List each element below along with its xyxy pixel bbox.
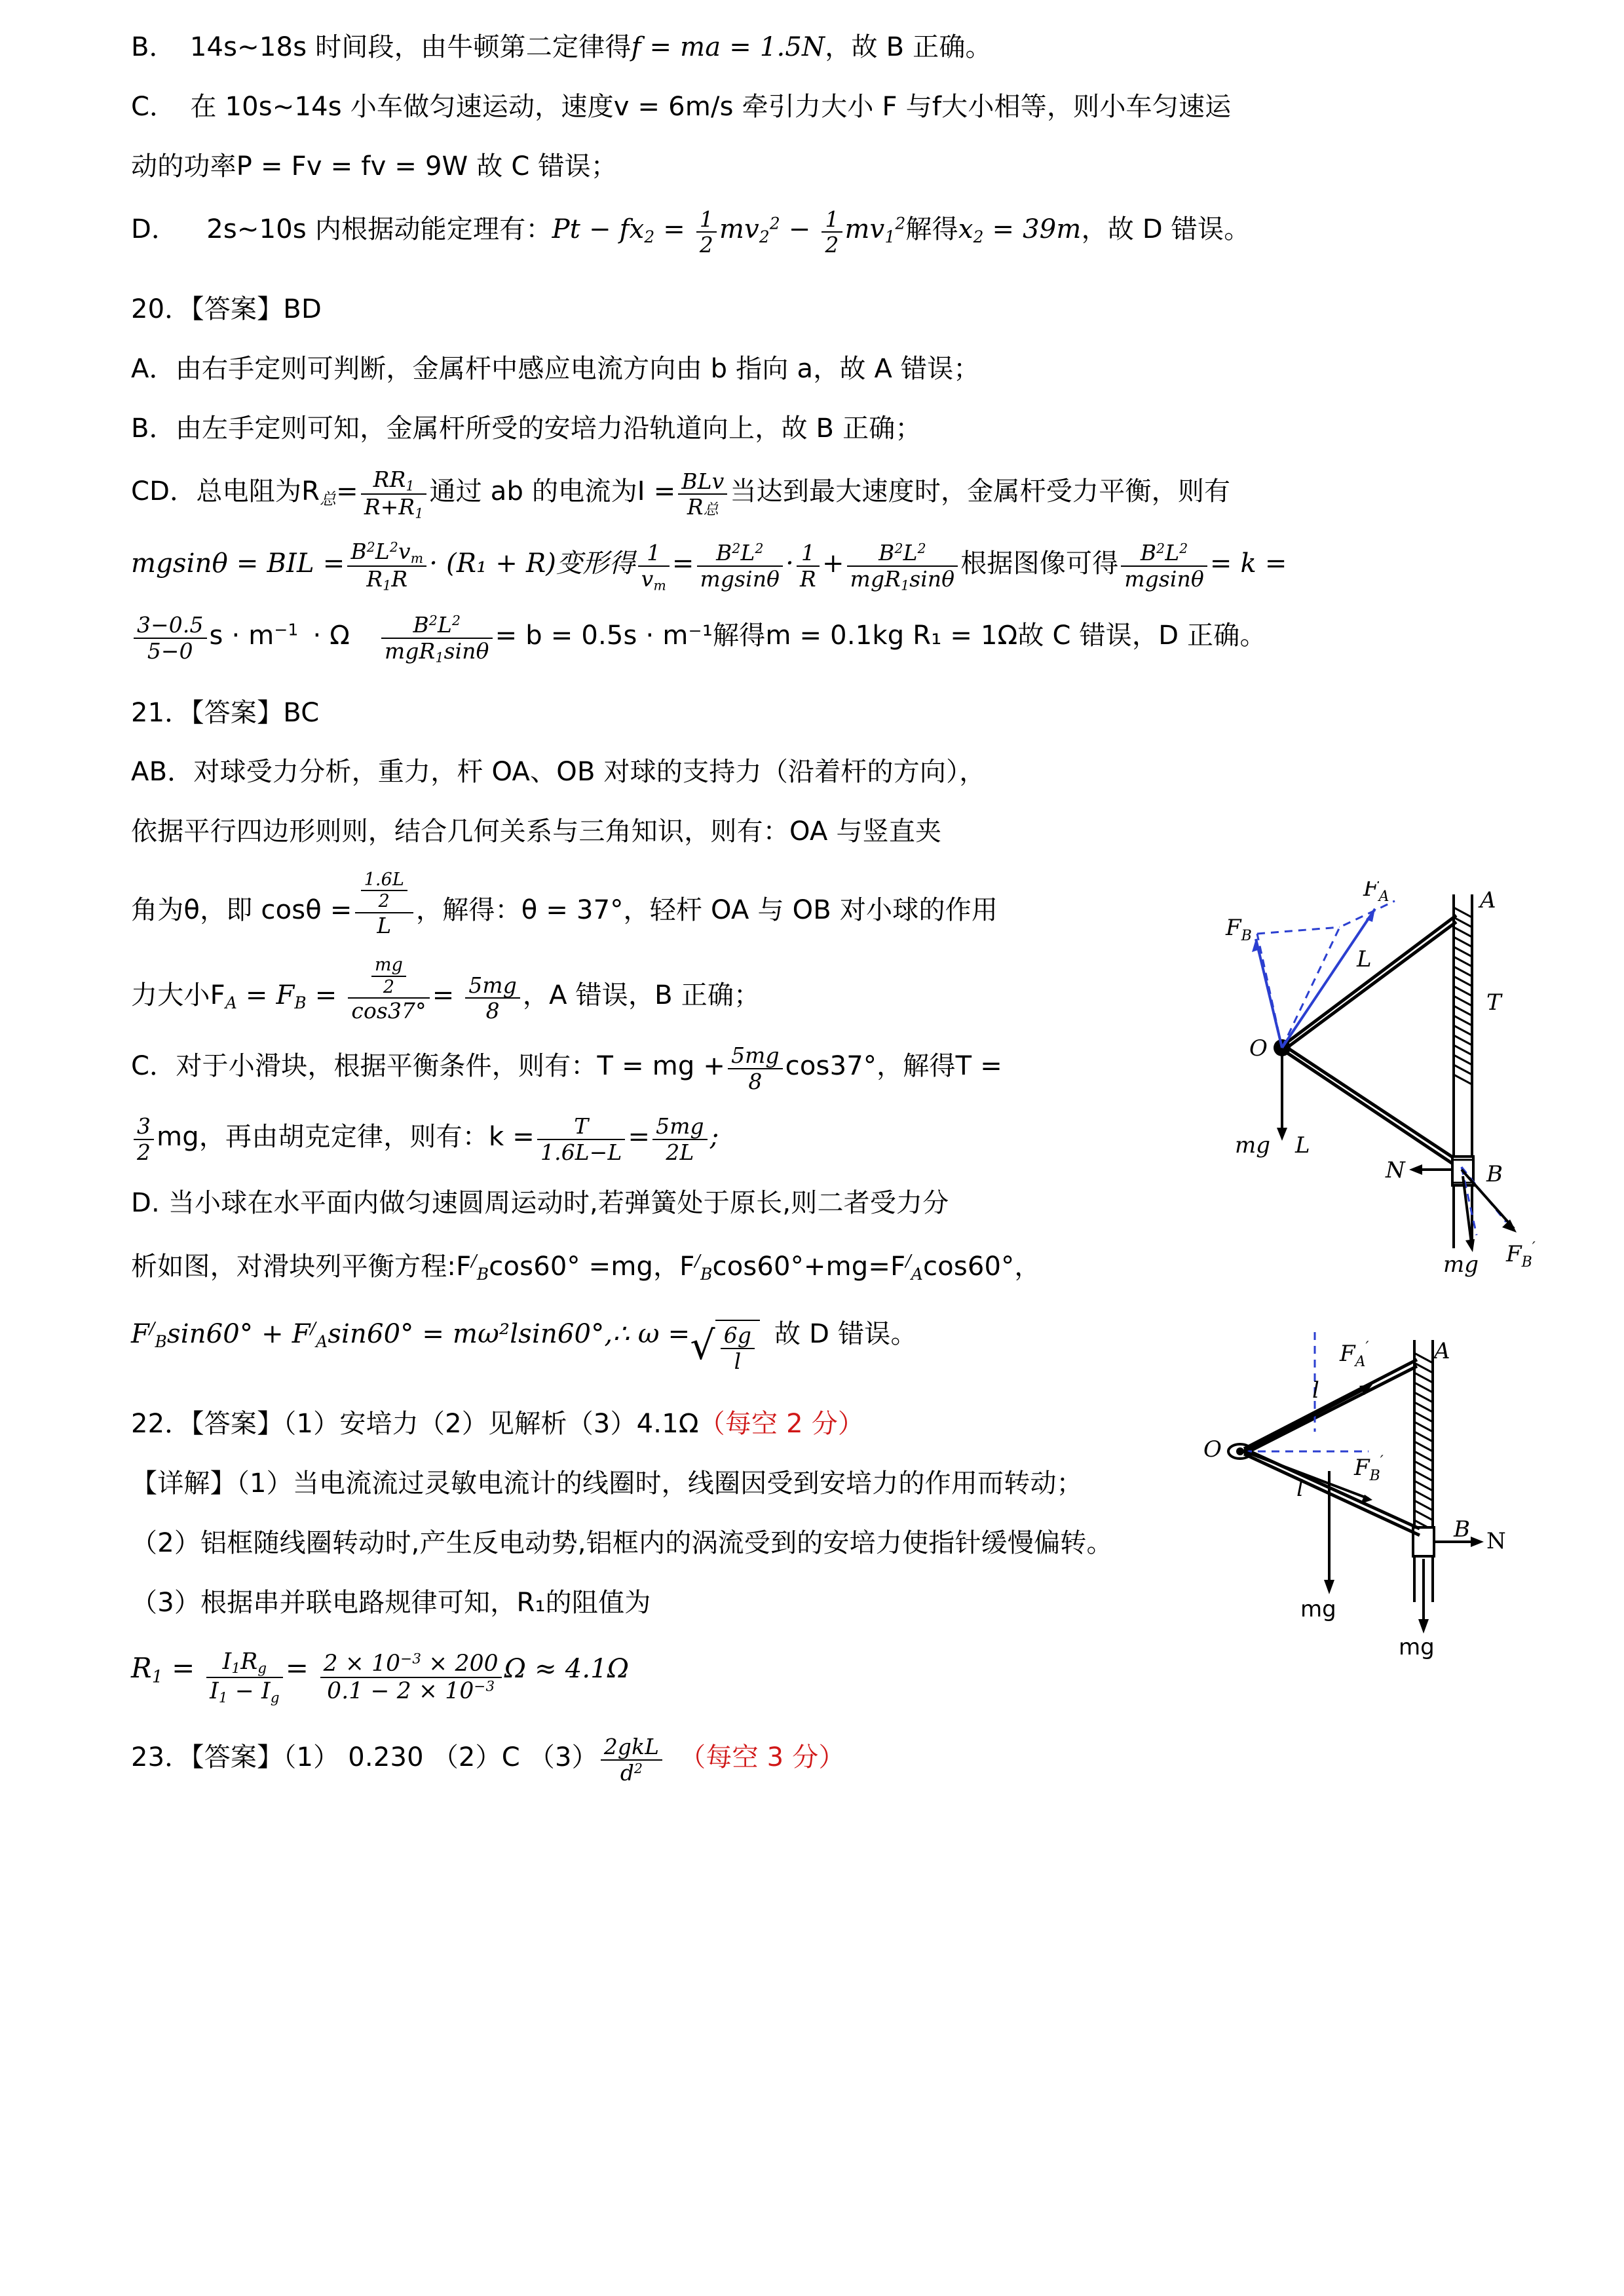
question-20-item-b: B．由左手定则可知，金属杆所受的安培力沿轨道向上，故 B 正确； <box>131 413 922 444</box>
fig1-label-FBp: $F_B'$ <box>1506 1240 1536 1271</box>
q21-d3-b: sin60° = mω²lsin60°,∴ ω = <box>328 1318 690 1349</box>
question-20-cd-line1 <box>131 467 1526 522</box>
q20-cd3-b: · Ω <box>312 620 350 651</box>
q20-cd-frac1: = $\frac{RR_1}{R+R_1}$ <box>336 476 429 507</box>
question-21-heading: 21．【答案】BC <box>131 697 320 728</box>
q20-cd-frac2: $\frac{\text{BLv}}{\text{R总}}$ <box>675 476 730 507</box>
q20-cd3-c: = b = 0.5s · m⁻¹解得m = 0.1kg R₁ = 1Ω故 C 错误，D 正确。 <box>495 620 1266 651</box>
answer-19-b <box>131 26 1526 69</box>
answer-19-c-label: C． <box>131 91 176 122</box>
fig1-label-O: O <box>1249 1035 1268 1062</box>
fig1-label-FB: $F_B$ <box>1226 915 1252 944</box>
q21-d2-a: 析如图，对滑块列平衡方程:F <box>131 1252 472 1282</box>
q22-formula-tail: Ω ≈ 4.1Ω <box>504 1654 630 1685</box>
q23-heading-score: （每空 3 分） <box>679 1742 845 1772</box>
fig1-label-L1: L <box>1357 946 1372 972</box>
fig2-label-l2: l <box>1296 1476 1304 1502</box>
q21-ab3-a: 角为θ，即 cosθ = <box>131 894 352 925</box>
answer-19-c-text1: 在 10s~14s 小车做匀速运动，速度v = 6m/s 牵引力大小 F 与f大小相等，则小车匀速运 <box>190 91 1232 122</box>
q21-ab-line2: 依据平行四边形则则，结合几何关系与三角知识，则有：OA 与竖直夹 <box>131 816 942 847</box>
q20-cd-sub: 总 <box>320 489 337 509</box>
q21-ab4-formula: $_A = F_B$ = $\frac{\frac{mg}{2}}{\cos 37^\circ}$ = $\frac{5mg}{8}$ <box>225 980 523 1010</box>
fig1-label-mg2: mg <box>1443 1252 1479 1278</box>
q20-cd2-a: mgsinθ = BIL = <box>131 548 345 579</box>
fig1-label-B: B <box>1486 1161 1503 1187</box>
q21-d3-f2: /$_A$ <box>310 1318 328 1351</box>
q23-frac: $\frac{\text{2gkL}}{d^2}$ <box>598 1742 665 1772</box>
q21-c1-b: cos37°，解得T = <box>785 1050 1002 1081</box>
q22-heading-score: （每空 2 分） <box>698 1409 865 1440</box>
fig2-label-FBp: $F_B'$ <box>1354 1453 1384 1484</box>
fig2-label-A: A <box>1434 1338 1450 1364</box>
q22-line3: （3）根据串并联电路规律可知，R₁的阻值为 <box>131 1587 651 1618</box>
q21-d3-a: sin60° + F <box>166 1318 311 1349</box>
fig2-label-mg1: mg <box>1300 1596 1336 1622</box>
fig2-label-O: O <box>1203 1436 1222 1463</box>
q20-cd3-frac2: $\frac{B^2L^2}{mgR_1\sin\theta}$ <box>379 621 495 651</box>
q21-d-line1: D. 当小球在水平面内做匀速圆周运动时,若弹簧处于原长,则二者受力分 <box>131 1188 949 1219</box>
q21-ab4-a: 力大小F <box>131 980 225 1011</box>
q20-cd2-d: = k = <box>1209 548 1287 579</box>
question-20-item-a: A．由右手定则可判断，金属杆中感应电流方向由 b 指向 a，故 A 错误； <box>131 353 980 384</box>
question-23-heading <box>131 1732 1526 1786</box>
figure-2-svg <box>1172 1320 1526 1661</box>
q21-d3-f1: $F^/_B$ <box>131 1318 167 1351</box>
q20-cd2-frac1: $\frac{B^2L^2v_m}{R_1R}$ <box>345 548 429 579</box>
q20-cd2-frac2: $\frac{1}{v_m}$ = $\frac{B^2L^2}{mgsin\theta}$ · $\frac{1}{R}$ + $\frac{B^2L^2}{mgR_1\sin\theta}$ <box>635 548 961 579</box>
answer-19-c-line1 <box>131 86 1526 128</box>
answer-19-d-text-c: ，故 D 错误。 <box>1081 214 1251 245</box>
fig2-label-l1: l <box>1312 1377 1319 1404</box>
q21-d2-d: cos60°， <box>922 1252 1041 1282</box>
fig1-label-A: A <box>1480 887 1496 913</box>
q21-d2-sub2: /$_B$ <box>694 1251 713 1284</box>
q21-ab3-b: ，解得：θ = 37°，轻杆 OA 与 OB 对小球的作用 <box>416 894 998 925</box>
q21-d2-sub3: /$_A$ <box>905 1251 923 1284</box>
q21-d2-b: cos60° =mg，F <box>489 1252 695 1282</box>
answer-19-b-formula: f = ma = 1.5N <box>631 32 825 62</box>
fig2-label-FAp: $F_A'$ <box>1340 1339 1369 1370</box>
q20-cd2-c: 根据图像可得 <box>960 548 1119 579</box>
fig1-label-mg1: mg <box>1235 1132 1271 1158</box>
q21-c1-a: C．对于小滑块，根据平衡条件，则有：T = mg + <box>131 1050 726 1081</box>
q21-ab-line3 <box>131 870 1166 939</box>
q20-cd3-a: s · m <box>209 620 274 651</box>
answer-19-d-text-a: 2s~10s 内根据动能定理有： <box>206 214 552 245</box>
answer-19-b-text1: 14s~18s 时间段，由牛顿第二定律得 <box>189 32 632 62</box>
q22-line2: （2）铝框随线圈转动时,产生反电动势,铝框内的涡流受到的安培力使指针缓慢偏转。 <box>131 1527 1113 1558</box>
q22-formula-body: $R_1$ = $\frac{I_1R_g}{I_1 - I_g}$ = $\frac{2 \times 10^{-3} \times 200}{0.1 - 2 \times 10^{-3}}$ <box>131 1652 504 1684</box>
answer-19-c-text2: 动的功率P = Fv = fv = 9W 故 C 错误； <box>131 151 618 182</box>
figure-1-svg <box>1179 881 1545 1288</box>
answer-19-b-text2: ，故 B 正确。 <box>825 32 992 62</box>
fig1-label-T: T <box>1486 989 1501 1016</box>
fig1-label-L2: L <box>1295 1132 1310 1158</box>
answer-19-d-label: D． <box>131 214 178 245</box>
answer-19-d-formula2: $x_2 = 39m$ <box>958 214 1082 247</box>
q20-cd3-exp: −1 <box>274 620 299 640</box>
answer-19-d <box>131 204 1526 258</box>
q21-ab3-frac: $\frac{\frac{1.6L}{2}}{L}$ <box>352 895 416 925</box>
q20-cd2-b: · (R₁ + R)变形得 <box>429 548 635 579</box>
q21-d2-c: cos60°+mg=F <box>712 1252 906 1282</box>
q20-cd-text-c: 当达到最大速度时，金属杆受力平衡，则有 <box>730 476 1231 507</box>
answer-19-b-label: B． <box>131 32 176 62</box>
q21-ab-line1: AB．对球受力分析，重力，杆 OA、OB 对球的支持力（沿着杆的方向）， <box>131 757 986 788</box>
q21-c2-a: mg，再由胡克定律，则有：k = <box>157 1121 535 1152</box>
fig1-label-FA: $F_A$ <box>1363 881 1389 905</box>
q21-c2-frac: $\frac{T}{1.6L-L}$ = $\frac{5mg}{2L}$ ; <box>535 1122 719 1152</box>
fig2-label-B: B <box>1454 1516 1470 1542</box>
q21-d3-sqrt: √ $\frac{6g}{l}$ <box>690 1309 760 1383</box>
q20-cd2-frac3: $\frac{B^2L^2}{mgsin\theta}$ <box>1118 548 1209 579</box>
question-20-cd-line2 <box>131 539 1526 594</box>
figure-2-force-diagram <box>1172 1320 1526 1664</box>
fig2-label-N: N <box>1486 1528 1506 1554</box>
answer-19-d-text-b: 解得 <box>905 214 958 245</box>
answer-19-c-line2 <box>131 145 1526 188</box>
answer-19-d-formula: $Pt - fx_2$ = $\frac{1}{2}$ $mv_2^2$ − $\frac{1}{2}$ $mv_1^2$ <box>552 206 906 258</box>
q22-line1: 【详解】（1）当电流流过灵敏电流计的线圈时，线圈因受到安培力的作用而转动； <box>131 1468 1083 1499</box>
q21-d3-c: 故 D 错误。 <box>774 1318 917 1349</box>
figure-1-force-diagram <box>1179 881 1545 1290</box>
q21-ab4-b: ，A 错误，B 正确； <box>522 980 761 1011</box>
fig2-label-mg2: mg <box>1399 1634 1435 1660</box>
q23-heading-text: 23．【答案】（1） 0.230 （2）C （3） <box>131 1742 598 1772</box>
question-20-heading: 20．【答案】BD <box>131 294 322 325</box>
q21-c1-frac: $\frac{5mg}{8}$ <box>725 1051 785 1081</box>
q21-d2-sub1: /$_B$ <box>471 1251 489 1284</box>
question-20-cd-line3 <box>131 611 1526 666</box>
q21-ab-line4 <box>131 955 1166 1024</box>
q22-heading-text: 22．【答案】（1）安培力（2）见解析（3）4.1Ω <box>131 1409 699 1440</box>
q20-cd3-frac1: $\frac{3-0.5}{5-0}$ <box>131 621 210 651</box>
fig1-label-N: N <box>1386 1157 1405 1183</box>
q20-cd-text-b: 通过 ab 的电流为I = <box>429 476 676 507</box>
q20-cd-text-a: CD．总电阻为R <box>131 476 320 507</box>
q21-c2-frac0: $\frac{3}{2}$ <box>131 1122 157 1152</box>
